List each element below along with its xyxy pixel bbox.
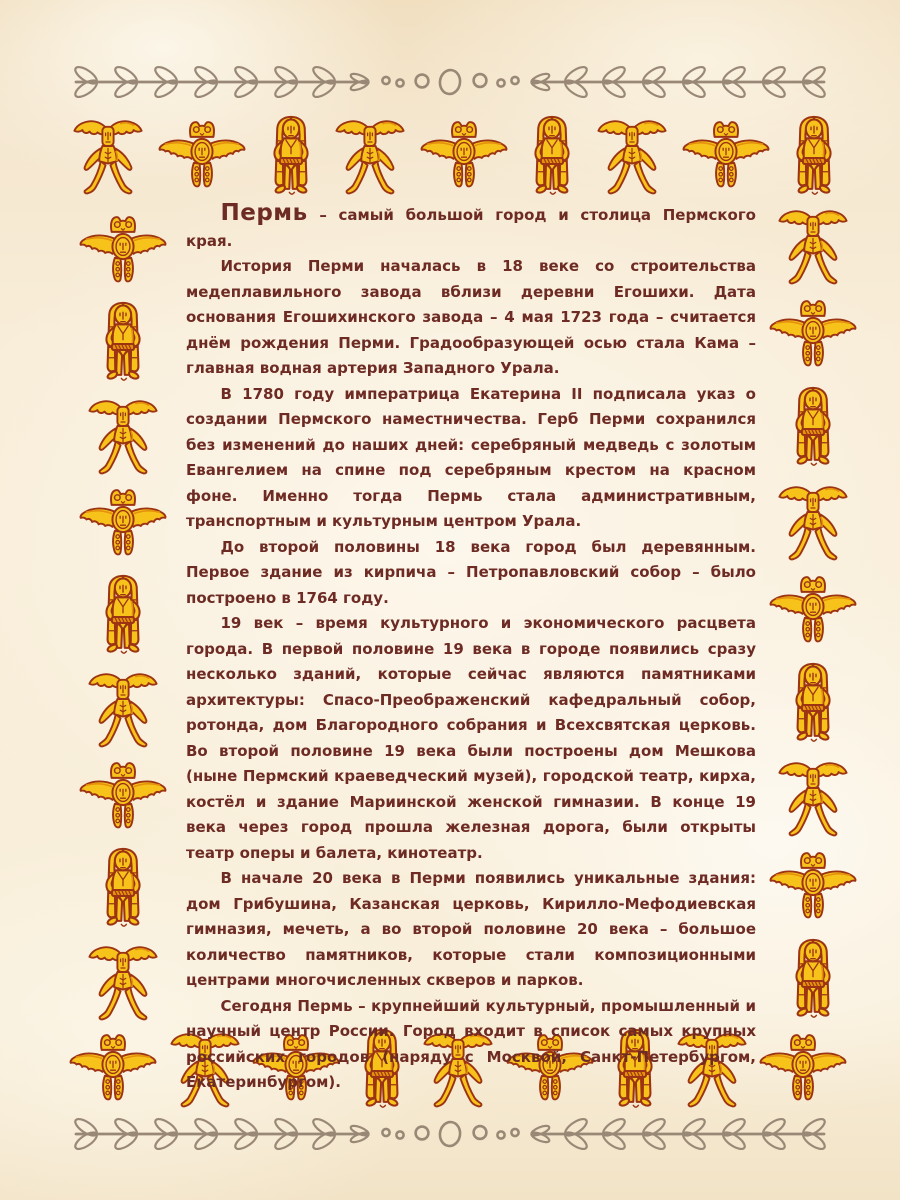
- idol-border-left: [76, 214, 170, 1026]
- idol-antler-figure: [596, 116, 668, 200]
- idol-owl-figure: [78, 760, 168, 838]
- idol-border-right: [766, 206, 860, 1026]
- idol-owl-figure: [758, 1032, 848, 1110]
- paragraph: В 1780 году императрица Екатерина II подписала указ о создании Пермского наместничества. Герб Перми сохранился без изменений до наших дней: серебряный медведь с золотым Евангелием на спине под серебряным крестом на красном фоне. Именно тогда Пермь стала административным, транспортным и культурным центром Урала.: [186, 384, 756, 530]
- idol-owl-figure: [768, 298, 858, 376]
- paragraph: До второй половины 18 века город был деревянным. Первое здание из кирпича – Петропавловский собор – было построено в 1764 году.: [186, 537, 756, 607]
- vine-divider-top: [70, 60, 830, 104]
- vine-divider-bottom: [70, 1112, 830, 1156]
- idol-owl-figure: [78, 487, 168, 565]
- idol-female-figure: [93, 845, 153, 935]
- idol-antler-figure: [777, 758, 849, 842]
- paragraph: В начале 20 века в Перми появились уникальные здания: дом Грибушина, Казанская церковь, Кирилло-Мефодиевская гимназия, мечеть, а во второй половине 20 века – большое количество памятников, которые стали композиционными центрами многочисленных скверов и парков.: [186, 869, 756, 989]
- idol-owl-figure: [78, 214, 168, 292]
- idol-female-figure: [783, 384, 843, 474]
- idol-antler-figure: [72, 116, 144, 200]
- idol-owl-figure: [768, 574, 858, 652]
- idol-female-figure: [784, 113, 844, 203]
- page-title: Пермь: [220, 200, 308, 226]
- idol-owl-figure: [681, 119, 771, 197]
- idol-female-figure: [783, 660, 843, 750]
- idol-owl-figure: [768, 850, 858, 928]
- paragraph: История Перми началась в 18 веке со строительства медеплавильного завода вблизи деревни Егошихи. Дата основания Егошихинского завода – 4 мая 1723 года – считается днём рождения Перми. Градообразующей осью стала Кама – главная водная артерия Западного Урала.: [186, 257, 756, 377]
- idol-antler-figure: [87, 942, 159, 1026]
- idol-female-figure: [261, 113, 321, 203]
- paragraph: Сегодня Пермь – крупнейший культурный, промышленный и научный центр России. Город входит в список самых крупных российских городов (наряду с Москвой, Санкт-Петербургом, Екатеринбургом).: [186, 996, 756, 1091]
- idol-owl-figure: [68, 1032, 158, 1110]
- idol-antler-figure: [87, 396, 159, 480]
- idol-female-figure: [93, 299, 153, 389]
- idol-antler-figure: [777, 206, 849, 290]
- lead-paragraph: [186, 201, 756, 254]
- idol-antler-figure: [334, 116, 406, 200]
- idol-border-top: [72, 108, 844, 208]
- idol-owl-figure: [419, 119, 509, 197]
- idol-owl-figure: [157, 119, 247, 197]
- lead-rest: – самый большой город и столица Пермского края.: [186, 206, 756, 250]
- article-text: [186, 201, 756, 1096]
- idol-antler-figure: [777, 482, 849, 566]
- idol-female-figure: [783, 936, 843, 1026]
- idol-female-figure: [522, 113, 582, 203]
- idol-female-figure: [93, 572, 153, 662]
- idol-antler-figure: [87, 669, 159, 753]
- paragraph: 19 век – время культурного и экономического расцвета города. В первой половине 19 века в городе появились сразу несколько зданий, которые сейчас являются памятниками архитектуры: Спасо-Преображенский кафедральный собор, ротонда, дом Благородного собрания и Всехсвятская церковь. Во второй половине 19 века были построены дом Мешкова (ныне Пермский краеведческий музей), городской театр, кирха, костёл и здание Мариинской женской гимназии. В конце 19 века через город прошла железная дорога, были открыты театр оперы и балета, кинотеатр.: [186, 614, 756, 862]
